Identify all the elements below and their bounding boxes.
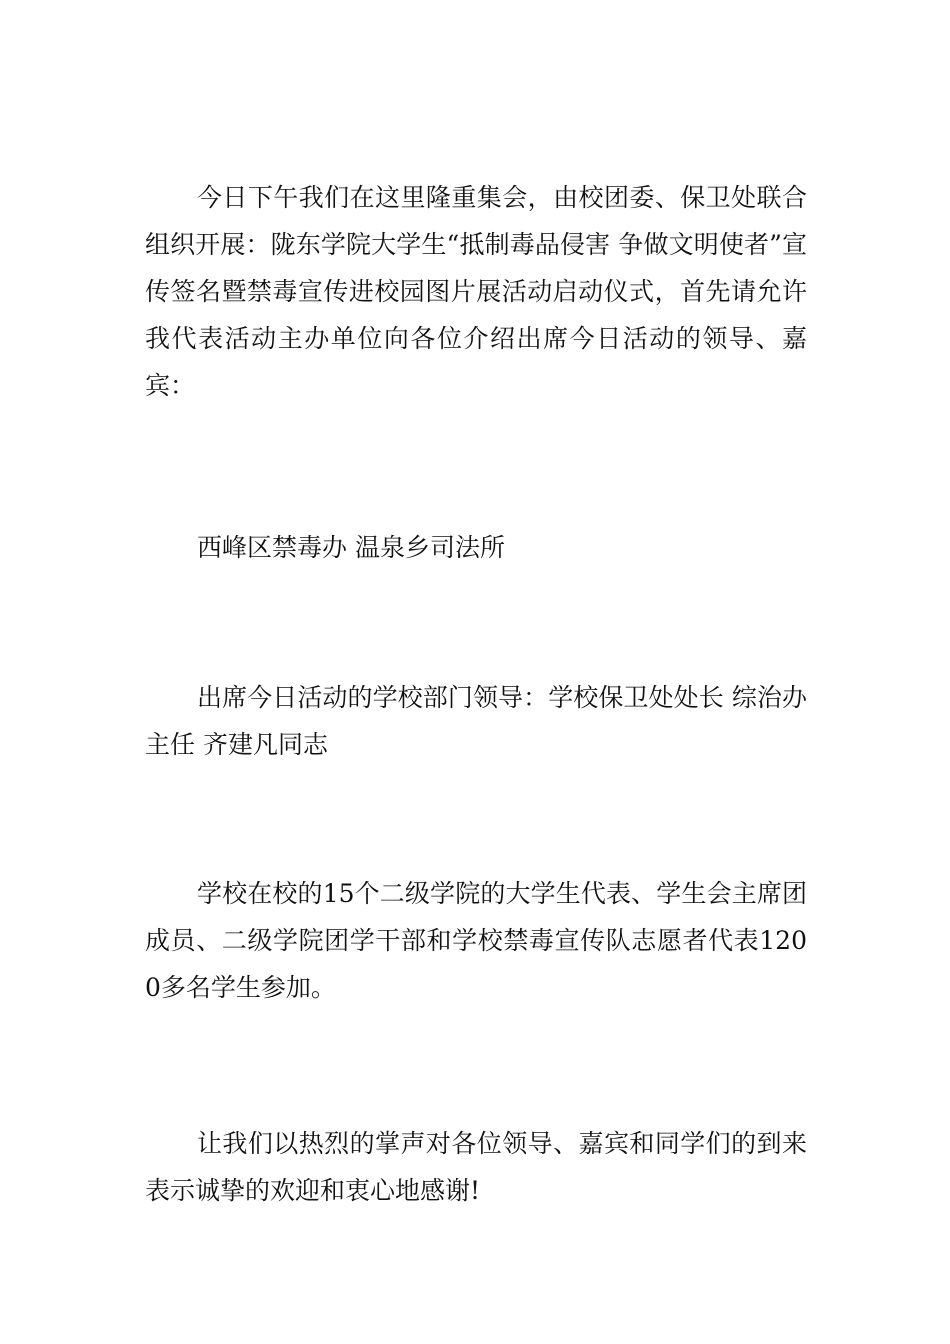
paragraph-guests: 西峰区禁毒办 温泉乡司法所 [197, 533, 505, 562]
paragraph-closing: 让我们以热烈的掌声对各位领导、嘉宾和同学们的到来表示诚挚的欢迎和衷心地感谢! [145, 1129, 807, 1205]
paragraph-opening: 今日下午我们在这里隆重集会，由校团委、保卫处联合组织开展：陇东学院大学生“抵制毒品侵害 争做文明使者”宣传签名暨禁毒宣传进校园图片展活动启动仪式，首先请允许我代表活动主办单位向各位介绍出席今日活动的领导、嘉宾： [145, 183, 807, 400]
paragraph-school-leaders: 出席今日活动的学校部门领导：学校保卫处处长 综治办主任 齐建凡同志 [145, 683, 807, 759]
paragraph-attendees: 学校在校的15个二级学院的大学生代表、学生会主席团成员、二级学院团学干部和学校禁毒宣传队志愿者代表1200多名学生参加。 [145, 879, 807, 1002]
